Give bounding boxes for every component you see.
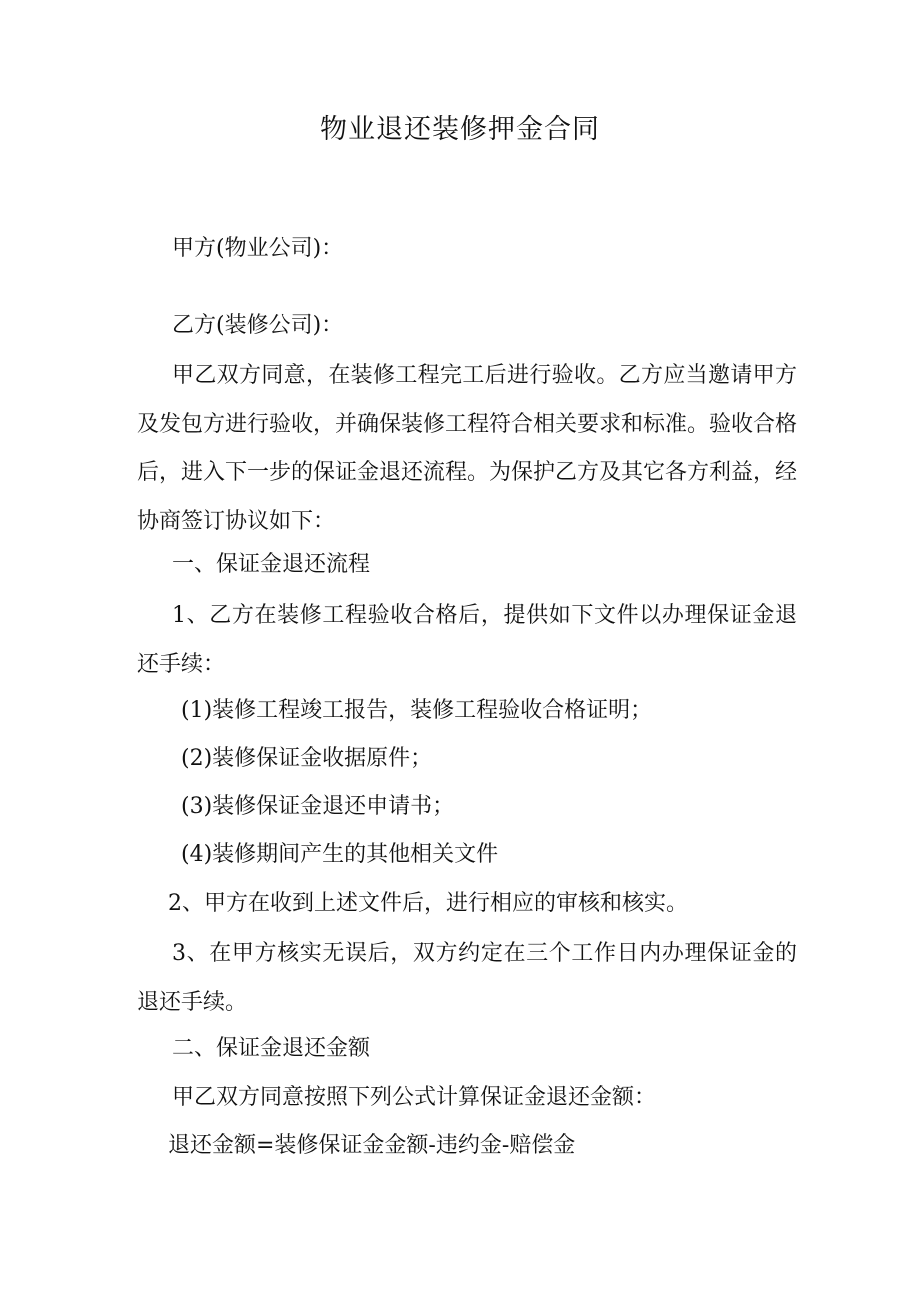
- party-a-line: 甲方(物业公司)：: [172, 236, 344, 261]
- party-b-line: 乙方(装修公司)：: [172, 313, 344, 338]
- doc-item-3: (3)装修保证金退还申请书；: [181, 794, 455, 819]
- section1-heading: 一、保证金退还流程: [172, 552, 371, 577]
- document-title: 物业退还装修押金合同: [320, 114, 600, 145]
- section1-item2: 2、甲方在收到上述文件后，进行相应的审核和核实。: [168, 891, 688, 916]
- section1-item3: 3、在甲方核实无误后，双方约定在三个工作日内办理保证金的退还手续。: [137, 941, 797, 1015]
- doc-item-1: (1)装修工程竣工报告，装修工程验收合格证明；: [181, 698, 653, 723]
- section1-item1: 1、乙方在装修工程验收合格后，提供如下文件以办理保证金退还手续：: [137, 603, 797, 677]
- doc-item-4: (4)装修期间产生的其他相关文件: [181, 842, 499, 867]
- doc-item-2: (2)装修保证金收据原件；: [181, 746, 433, 771]
- intro-paragraph: 甲乙双方同意，在装修工程完工后进行验收。乙方应当邀请甲方及发包方进行验收，并确保装修工程符合相关要求和标准。验收合格后，进入下一步的保证金退还流程。为保护乙方及其它各方利益，经协商签订协议如下：: [137, 363, 798, 535]
- section2-intro: 甲乙双方同意按照下列公式计算保证金退还金额：: [172, 1085, 657, 1110]
- section2-heading: 二、保证金退还金额: [172, 1036, 371, 1061]
- refund-formula: 退还金额=装修保证金金额-违约金-赔偿金: [168, 1133, 576, 1158]
